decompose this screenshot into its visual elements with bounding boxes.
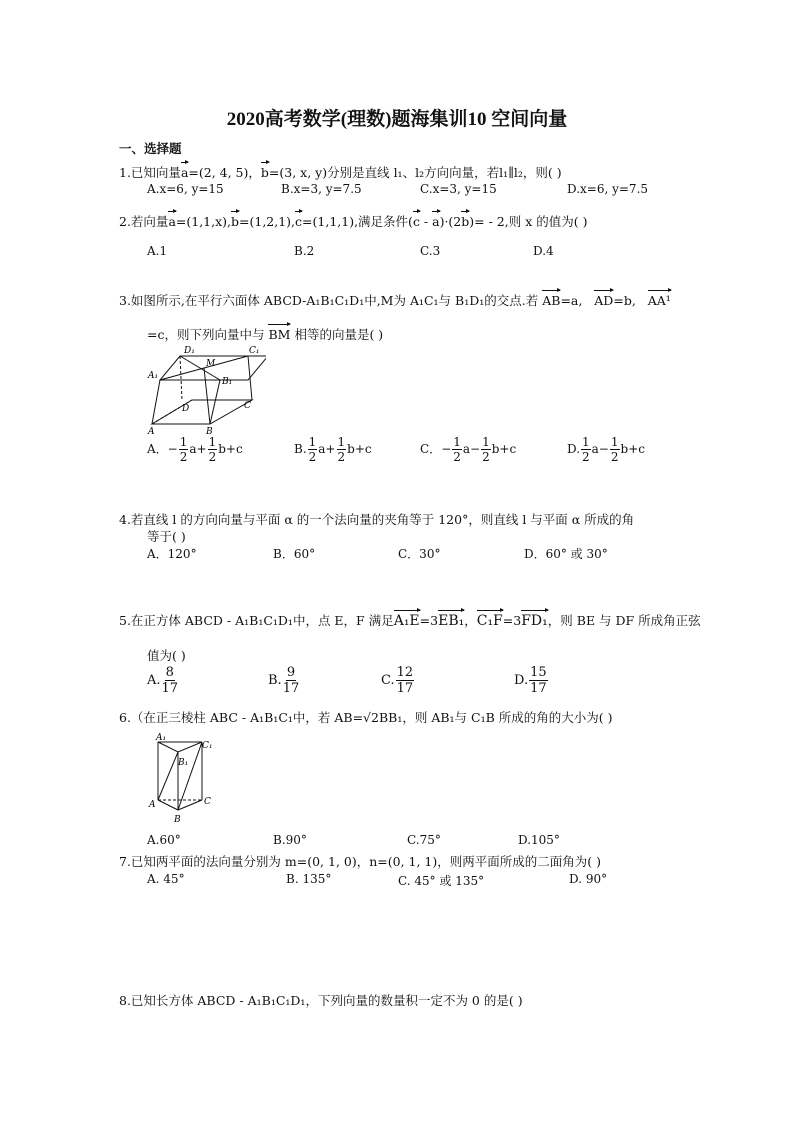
parallelepiped-figure [146, 344, 266, 434]
q2-option-b[interactable]: B.2 [294, 244, 315, 258]
vector-eb1: EB₁ [438, 608, 464, 629]
q6-option-b[interactable]: B.90° [273, 833, 307, 847]
vector-fd1: FD₁ [521, 608, 548, 629]
vector-aa1: AA¹ [648, 288, 671, 308]
label-B: B [174, 815, 181, 824]
q7-option-a[interactable]: A. 45° [147, 872, 185, 886]
label-C1: C₁ [202, 741, 213, 751]
vector-a: a [181, 160, 188, 180]
q2-option-d[interactable]: D.4 [533, 244, 554, 258]
vector-a: a [168, 209, 175, 229]
q5-option-b[interactable]: B. $\frac{9}{17}$ [268, 665, 300, 696]
q1-option-d[interactable]: D.x=6, y=7.5 [567, 182, 649, 196]
q3-option-c[interactable]: C．− $\frac{1}{2}$ a− $\frac{1}{2}$ b+c [420, 435, 517, 464]
q4-option-d[interactable]: D．60° 或 30° [524, 547, 608, 561]
question-8: 8.已知长方体 ABCD - A₁B₁C₁D₁，下列向量的数量积一定不为 0 的是( ) [119, 993, 523, 1008]
vector-b: b [461, 209, 469, 229]
label-A1: A₁ [148, 371, 159, 381]
q7-option-c[interactable]: C. 45° 或 135° [398, 874, 485, 888]
vector-c: c [413, 209, 420, 229]
q6-option-c[interactable]: C.75° [407, 833, 441, 847]
question-3-line-2: =c，则下列向量中与 BM 相等的向量是( ) [147, 322, 383, 343]
vector-c1f: C₁F [477, 608, 503, 629]
label-D1: D₁ [184, 346, 195, 356]
vector-bm: BM [268, 322, 290, 342]
q6-option-a[interactable]: A.60° [147, 833, 181, 847]
label-C: C [204, 797, 211, 807]
label-A: A [149, 800, 156, 810]
q4-option-a[interactable]: A．120° [147, 547, 197, 561]
label-C: C [244, 401, 251, 411]
vector-a: a [432, 209, 439, 229]
q3-option-a[interactable]: A．− $\frac{1}{2}$ a+ $\frac{1}{2}$ b+c [147, 435, 243, 464]
q2-option-a[interactable]: A.1 [147, 244, 168, 258]
label-B1: B₁ [222, 377, 233, 387]
question-7: 7.已知两平面的法向量分别为 m=(0, 1, 0)，n=(0, 1, 1)，则两平面所成的二面角为( ) [119, 854, 601, 869]
q4-option-b[interactable]: B．60° [273, 547, 316, 561]
label-M: M [206, 359, 216, 369]
vector-c: c [295, 209, 302, 229]
label-D: D [182, 404, 190, 414]
question-3: 3.如图所示,在平行六面体 ABCD-A₁B₁C₁D₁中,M为 A₁C₁与 B₁D₁的交点.若 AB=a, AD=b, AA¹ [119, 288, 671, 309]
label-B1: B₁ [178, 758, 189, 768]
label-B: B [206, 427, 213, 434]
page-title: 2020高考数学(理数)题海集训10 空间向量 [226, 109, 568, 130]
question-1: 1.已知向量a=(2, 4, 5)，b=(3, x, y)分别是直线 l₁、l₂方向向量，若l₁∥l₂，则( ) [119, 160, 562, 181]
vector-b: b [231, 209, 239, 229]
q5-option-d[interactable]: D. $\frac{15}{17}$ [514, 665, 547, 696]
bottom-face-outline [152, 400, 252, 424]
question-6: 6.（在正三棱柱 ABC - A₁B₁C₁中，若 AB=√2BB₁，则 AB₁与 C₁B 所成的角的大小为( ) [119, 710, 613, 725]
q3-option-d[interactable]: D. $\frac{1}{2}$ a− $\frac{1}{2}$ b+c [567, 435, 645, 464]
q5-option-c[interactable]: C. $\frac{12}{17}$ [381, 665, 414, 696]
q4-option-c[interactable]: C．30° [398, 547, 441, 561]
q7-option-d[interactable]: D. 90° [569, 872, 608, 886]
vector-ad: AD [594, 288, 613, 308]
section-heading: 一、选择题 [119, 141, 182, 156]
label-C1: C₁ [249, 346, 260, 356]
prism-figure [146, 732, 216, 824]
vector-ab: AB [542, 288, 560, 308]
label-A: A [148, 427, 155, 434]
q6-option-d[interactable]: D.105° [518, 833, 560, 847]
question-2: 2.若向量a=(1,1,x),b=(1,2,1),c=(1,1,1),满足条件(c - a)·(2b)= - 2,则 x 的值为( ) [119, 209, 587, 230]
label-A1: A₁ [156, 733, 167, 743]
question-4-line-2: 等于( ) [147, 529, 186, 544]
question-4-line-1: 4.若直线 l 的方向向量与平面 α 的一个法向量的夹角等于 120°，则直线 l 与平面 α 所成的角 [119, 512, 635, 527]
vector-b: b [261, 160, 269, 180]
question-5-line-1: 5.在正方体 ABCD - A₁B₁C₁D₁中，点 E，F 满足A₁E=3EB₁，C₁F=3FD₁，则 BE 与 DF 所成角正弦 [119, 608, 701, 629]
q3-option-b[interactable]: B. $\frac{1}{2}$ a+ $\frac{1}{2}$ b+c [294, 435, 372, 464]
question-5-line-2: 值为( ) [147, 648, 186, 663]
vector-a1e: A₁E [394, 608, 420, 629]
q7-option-b[interactable]: B. 135° [286, 872, 332, 886]
q1-option-a[interactable]: A.x=6, y=15 [147, 182, 224, 196]
q2-option-c[interactable]: C.3 [420, 244, 441, 258]
top-triangle [158, 742, 202, 752]
q1-option-c[interactable]: C.x=3, y=15 [420, 182, 497, 196]
q5-option-a[interactable]: A. $\frac{8}{17}$ [147, 665, 179, 696]
q1-option-b[interactable]: B.x=3, y=7.5 [281, 182, 362, 196]
